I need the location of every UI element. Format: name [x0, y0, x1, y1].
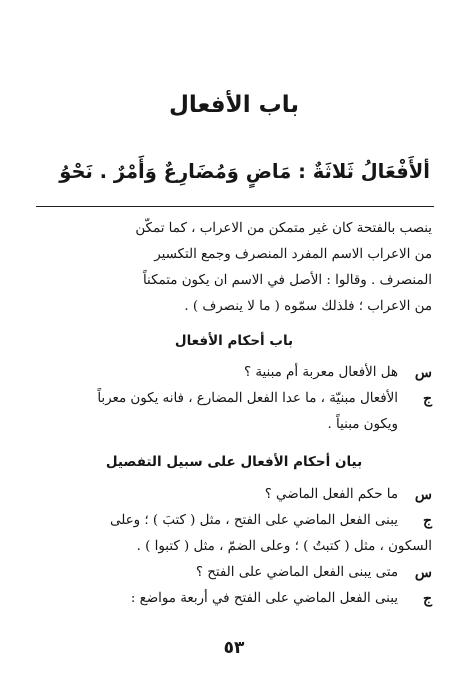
question-text: هل الأفعال معربة أم مبنية ؟	[243, 365, 398, 380]
answer-text: الأفعال مبنيّة ، ما عدا الفعل المضارع ، فانه يكون معرباً	[97, 391, 398, 406]
paragraph-line: المنصرف . وقالوا : الأصل في الاسم ان يكون متمكناً	[142, 273, 432, 288]
answer-mark-label: ج	[422, 591, 432, 607]
paragraph-line: ينصب بالفتحة كان غير متمكن من الاعراب ، كما تمكّن	[135, 221, 432, 236]
question-row	[32, 360, 432, 386]
chapter-title: باب الأفعال	[168, 92, 300, 118]
question-text: ما حكم الفعل الماضي ؟	[264, 487, 398, 502]
paragraph-line: من الاعراب ؛ فلذلك سمّوه ( ما لا ينصرف ) .	[184, 299, 432, 314]
section-heading-detailed-rules: بيان أحكام الأفعال على سبيل التفصيل	[105, 454, 363, 470]
answer-text: السكون ، مثل ( كتبتُ ) ؛ وعلى الضمّ ، مثل ( كتبوا ) .	[136, 539, 432, 554]
question-row	[32, 482, 432, 508]
question-text: متى يبنى الفعل الماضي على الفتح ؟	[195, 565, 398, 580]
question-mark-label: س	[414, 365, 432, 381]
question-row	[32, 560, 432, 586]
answer-text: يبنى الفعل الماضي على الفتح في أربعة مواضع :	[130, 591, 398, 606]
verse-line: ألأَفْعَالُ ثَلاثَةٌ : مَاضٍ وَمُضَارِعٌ وَأَمْرٌ . نَحْوُ	[59, 160, 430, 183]
divider-rule	[36, 206, 434, 207]
answer-row	[32, 586, 432, 612]
answer-mark-label: ج	[422, 391, 432, 407]
section-heading-verb-rules: باب أحكام الأفعال	[174, 333, 294, 349]
answer-row	[32, 386, 432, 438]
question-mark-label: س	[414, 565, 432, 581]
question-mark-label: س	[414, 487, 432, 503]
answer-row	[32, 508, 432, 560]
qa-block-1	[32, 360, 432, 438]
qa-block-2	[32, 482, 432, 612]
answer-mark-label: ج	[422, 513, 432, 529]
page-number: ٥٣	[223, 638, 245, 658]
paragraph-line: من الاعراب الاسم المفرد المنصرف وجمع التكسير	[154, 247, 432, 262]
commentary-paragraph	[34, 216, 432, 320]
answer-text: يبنى الفعل الماضي على الفتح ، مثل ( كتبَ ) ؛ وعلى	[110, 513, 398, 528]
answer-text: ويكون مبنياً .	[327, 417, 398, 432]
